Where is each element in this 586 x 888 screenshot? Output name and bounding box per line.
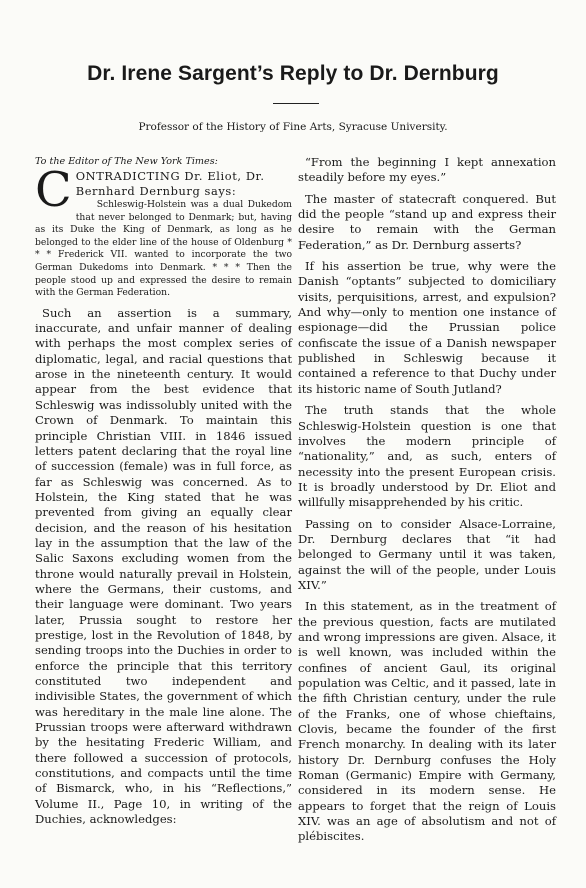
author-byline: Professor of the History of Fine Arts, Syracuse University.	[138, 121, 448, 133]
lead-text	[35, 169, 292, 199]
paragraph: The truth stands that the whole Schleswig-Holstein question is one that involves the modern principle of “nationality,” and, as such, enters of necessity into the present European crisis. It is broadly understood by Dr. Eliot and willfully misapprehended by his critic.	[298, 403, 556, 510]
paragraph: In this statement, as in the treatment of the previous question, facts are mutilated and wrong impressions are given. Alsace, it is well known, was included within the confines of ancient Gaul, its original population was Celtic, and it passed, late in the fifth Christian century, under the rule of the Franks, one of whose chieftains, Clovis, became the founder of the first French monarchy. In dealing with its later history Dr. Dernburg confuses the Holy Roman (Germanic) Empire with Germany, considered in its modern sense. He appears to forget that the reign of Louis XIV. was an age of absolutism and not of plébiscites.	[298, 599, 556, 844]
left-column	[35, 155, 292, 827]
opening-block	[35, 162, 292, 300]
paragraph: Passing on to consider Alsace-Lorraine, Dr. Dernburg declares that “it had belonged to Germany until it was taken, against the will of the people, under Louis XIV.”	[298, 516, 556, 592]
dernburg-quote-text: Schleswig-Holstein was a dual Dukedom that never belonged to Denmark; but, having as its Duke the King of Denmark, as long as he belonged to the elder line of the house of Oldenburg * * * Frederick VII. wanted to incorporate the two German Dukedoms into Denmark. * * * Then the people stood up and expressed the desire to remain with the German Federation.	[35, 199, 292, 299]
paragraph: The master of statecraft conquered. But did the people “stand up and express their desire to remain with the German Federation,” as Dr. Dernburg asserts?	[298, 191, 556, 252]
paragraph: “From the beginning I kept annexation steadily before my eyes.”	[298, 155, 556, 185]
title-divider	[273, 103, 319, 104]
drop-cap: C	[35, 162, 72, 218]
article-title: Dr. Irene Sargent’s Reply to Dr. Dernburg	[87, 62, 499, 85]
paragraph: Such an assertion is a summary, inaccurate, and unfair manner of dealing with perhaps the most complex series of diplomatic, legal, and racial questions that arose in the nineteenth century. It would appear from the best evidence that Schleswig was indissolubly united with the Crown of Denmark. To maintain this principle Christian VIII. in 1846 issued letters patent declaring that the royal line of succession (female) was in full force, as far as Schleswig was concerned. As to Holstein, the King stated that he was prevented from giving an equally clear decision, and the reason of his hesitation lay in the assumption that the law of the Salic Saxons excluding women from the throne would naturally prevail in Holstein, where the Germans, their customs, and their language were dominant. Two years later, Prussia sought to restore her prestige, lost in the Revolution of 1848, by sending troops into the Duchies in order to enforce the principle that this territory constituted two independent and indivisible States, the government of which was hereditary in the male line alone. The Prussian troops were afterward withdrawn by the hesitating Frederic William, and there followed a succession of protocols, constitutions, and compacts until the time of Bismarck, who, in his “Reflections,” Volume II., Page 10, in writing of the Duchies, acknowledges:	[35, 305, 292, 827]
dernburg-quote	[35, 199, 292, 300]
salutation: To the Editor of The New York Times:	[35, 156, 218, 167]
paragraph: If his assertion be true, why were the Danish “optants” subjected to domiciliary visits, perquisitions, arrest, and expulsion? And why—only to mention one instance of espionage—did the Prussian police confiscate the issue of a Danish newspaper published in Schleswig because it contained a reference to that Duchy under its historic name of South Jutland?	[298, 259, 556, 396]
right-column	[298, 155, 556, 845]
lead-text-content: ONTRADICTING Dr. Eliot, Dr. Bernhard Dernburg says:	[75, 169, 265, 198]
